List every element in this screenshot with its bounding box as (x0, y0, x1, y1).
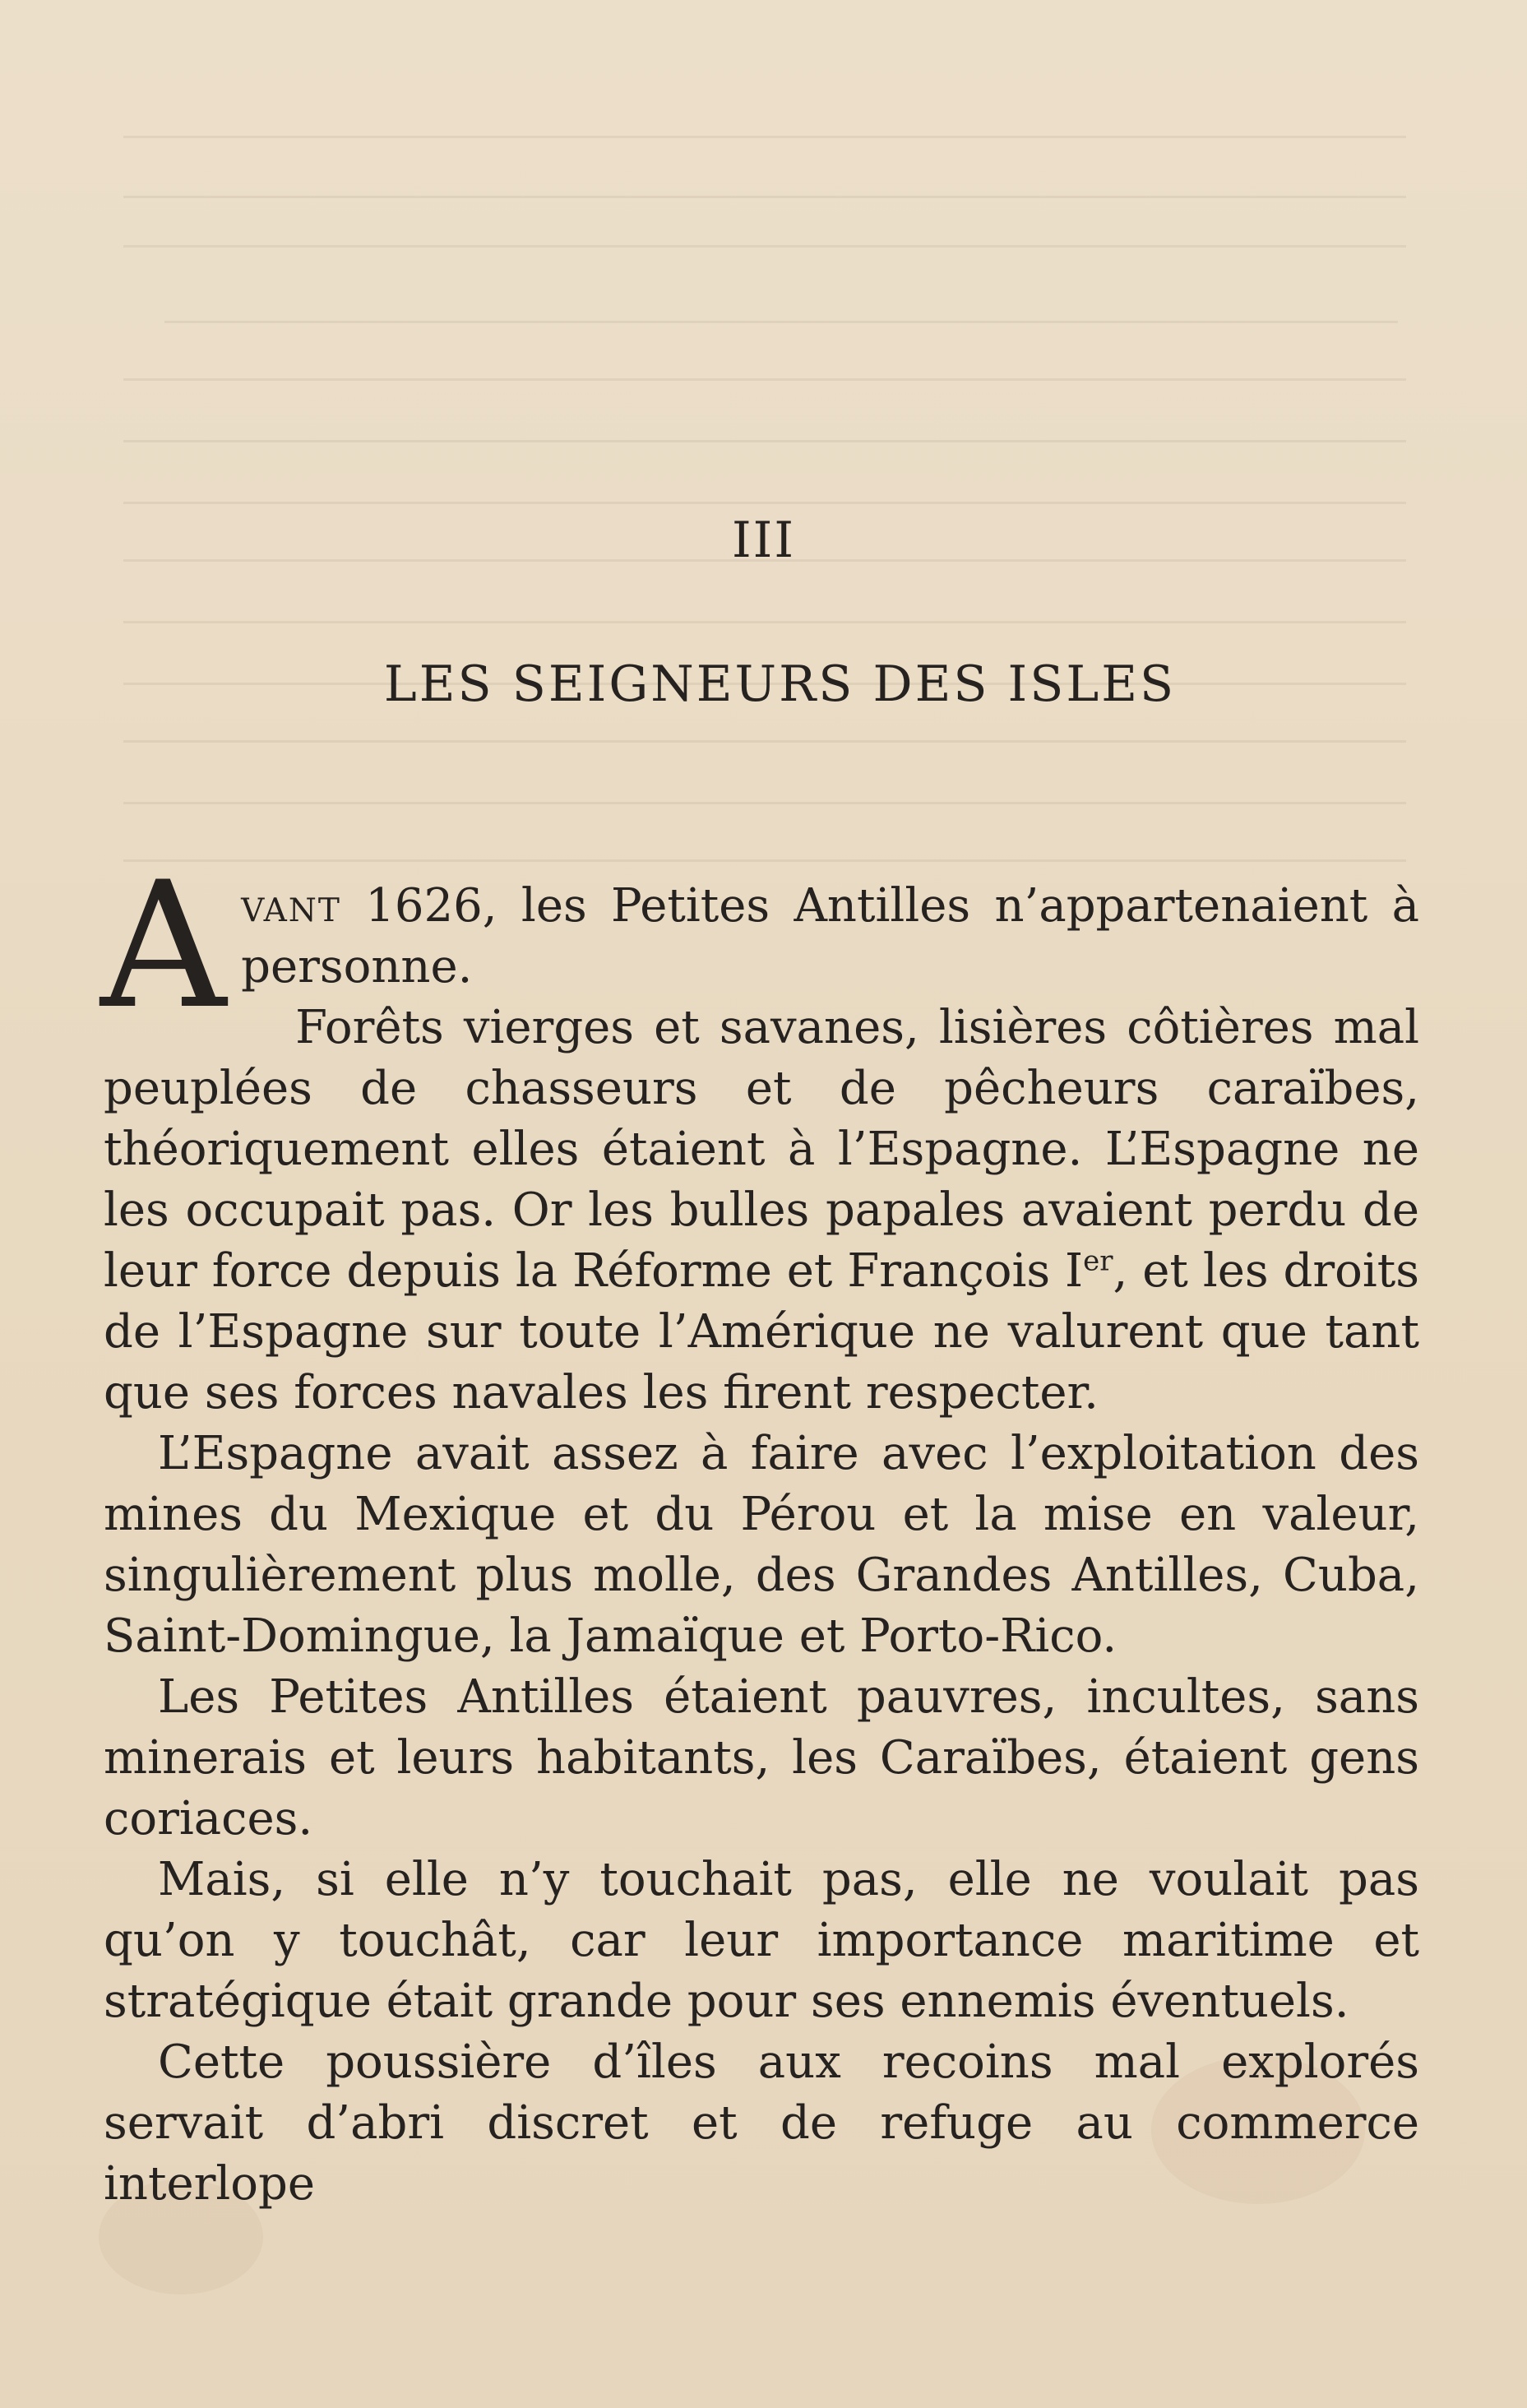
show-through-line (123, 136, 1406, 138)
chapter-number: III (731, 512, 796, 569)
show-through-line (123, 196, 1406, 198)
show-through-line (123, 859, 1406, 862)
show-through-line (123, 440, 1406, 442)
small-caps-word: vant (241, 879, 341, 933)
body-text (100, 844, 1420, 2215)
paragraph-text: Forêts vierges et savanes, lisières côtières mal peuplées de chasseurs et de pêcheurs caraïbes, théoriquement elles étaient à l’Espagne. L’Espagne ne les occupait pas. Or les bulles papales avaient perdu de leur force depuis la Réforme et François I (104, 1001, 1419, 1298)
show-through-line (123, 621, 1406, 623)
show-through-line (123, 740, 1406, 743)
show-through-line (123, 378, 1406, 381)
paragraph: Cette poussière d’îles aux recoins mal explorés servait d’abri discret et de refuge au commerce interlope (104, 2035, 1419, 2211)
chapter-title: LES SEIGNEURS DES ISLES (383, 655, 1177, 713)
show-through-line (164, 321, 1398, 323)
paragraph-text: 1626, les Petites Antilles n’appartenaient à personne. (241, 879, 1419, 993)
paragraph: L’Espagne avait assez à faire avec l’exploitation des mines du Mexique et du Pérou et la mise en valeur, singulièrement plus molle, des Grandes Antilles, Cuba, Saint-Domingue, la Jamaïque et Porto-Rico. (104, 1427, 1419, 1663)
paragraph-text: , et les droits de l’Espagne sur toute l’Amérique ne valurent que tant que ses forces navales les firent respecter. (104, 1244, 1420, 1419)
show-through-line (123, 245, 1406, 248)
paragraph: Les Petites Antilles étaient pauvres, incultes, sans minerais et leurs habitants, les Caraïbes, étaient gens coriaces. (104, 1670, 1419, 1845)
paragraph (104, 998, 1419, 1424)
paragraph: Mais, si elle n’y touchait pas, elle ne voulait pas qu’on y touchât, car leur importance maritime et stratégique était grande pour ses ennemis éventuels. (104, 1853, 1419, 2028)
paragraph (100, 844, 1419, 1047)
show-through-line (123, 802, 1406, 804)
drop-cap: A (100, 844, 227, 1047)
superscript: er (1083, 1244, 1113, 1278)
